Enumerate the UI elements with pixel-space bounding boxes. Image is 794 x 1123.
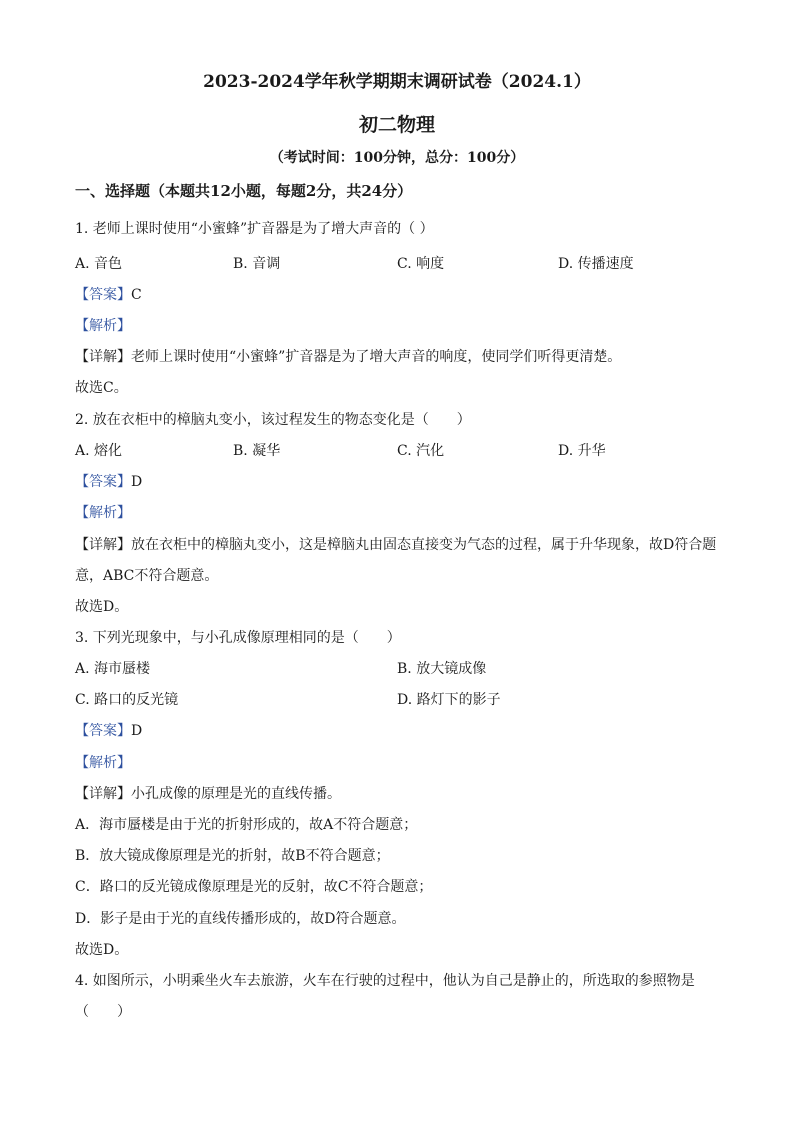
detail-tag: 【详解】 — [75, 786, 131, 802]
subject-title: 初二物理 — [358, 114, 435, 136]
q3-conclusion: 故选D。 — [75, 942, 129, 958]
q2-conclusion: 故选D。 — [75, 599, 129, 615]
q1-option-c: C. 响度 — [397, 256, 445, 272]
q3-answer-value: D — [131, 723, 143, 739]
q2-option-d: D. 升华 — [558, 443, 606, 459]
q1-conclusion: 故选C。 — [75, 380, 128, 396]
q2-detail-text-line2: 意，ABC不符合题意。 — [75, 568, 219, 584]
q1-detail-text: 老师上课时使用“小蜜蜂”扩音器是为了增大声音的响度，使同学们听得更清楚。 — [131, 349, 622, 365]
answer-tag: 【答案】 — [75, 723, 131, 739]
q2-answer — [75, 472, 142, 492]
q1-detail — [75, 347, 621, 367]
q1-stem: 1. 老师上课时使用“小蜜蜂”扩音器是为了增大声音的（ ） — [75, 221, 434, 237]
q2-option-a: A. 熔化 — [75, 443, 123, 459]
q3-detail — [75, 784, 341, 804]
section-heading: 一、选择题（本题共12小题，每题2分，共24分） — [75, 182, 413, 200]
q2-detail-text-line1: 放在衣柜中的樟脑丸变小，这是樟脑丸由固态直接变为气态的过程，属于升华现象，故D符合题 — [131, 537, 717, 553]
q1-analysis-tag: 【解析】 — [75, 318, 131, 334]
detail-tag: 【详解】 — [75, 537, 131, 553]
q2-detail — [75, 535, 716, 555]
exam-info: （考试时间：100分钟，总分：100分） — [269, 150, 525, 166]
q3-option-c: C. 路口的反光镜 — [75, 692, 179, 708]
q3-option-b: B. 放大镜成像 — [397, 661, 487, 677]
q4-bracket: （ ） — [75, 1004, 131, 1020]
q4-stem: 4. 如图所示，小明乘坐火车去旅游，火车在行驶的过程中，他认为自己是静止的，所选取的参照物是 — [75, 973, 695, 989]
answer-tag: 【答案】 — [75, 287, 131, 303]
q1-option-a: A. 音色 — [75, 256, 123, 272]
q3-detail-text: 小孔成像的原理是光的直线传播。 — [131, 786, 341, 802]
q3-explanation-a: A．海市蜃楼是由于光的折射形成的，故A不符合题意； — [75, 817, 418, 833]
q1-option-b: B. 音调 — [233, 256, 281, 272]
q3-explanation-b: B．放大镜成像原理是光的折射，故B不符合题意； — [75, 848, 390, 864]
exam-title: 2023-2024学年秋学期期末调研试卷（2024.1） — [203, 72, 591, 92]
q3-explanation-c: C．路口的反光镜成像原理是光的反射，故C不符合题意； — [75, 879, 433, 895]
q2-stem: 2. 放在衣柜中的樟脑丸变小，该过程发生的物态变化是（ ） — [75, 412, 471, 428]
answer-tag: 【答案】 — [75, 474, 131, 490]
q2-answer-value: D — [131, 474, 143, 490]
q3-answer — [75, 721, 142, 741]
detail-tag: 【详解】 — [75, 349, 131, 365]
q2-analysis-tag: 【解析】 — [75, 505, 131, 521]
q3-option-a: A. 海市蜃楼 — [75, 661, 151, 677]
q1-answer — [75, 285, 142, 305]
q1-answer-value: C — [131, 287, 142, 303]
q2-option-c: C. 汽化 — [397, 443, 445, 459]
q2-option-b: B. 凝华 — [233, 443, 281, 459]
q3-stem: 3. 下列光现象中，与小孔成像原理相同的是（ ） — [75, 630, 401, 646]
q3-option-d: D. 路灯下的影子 — [397, 692, 501, 708]
q3-analysis-tag: 【解析】 — [75, 755, 131, 771]
q3-explanation-d: D．影子是由于光的直线传播形成的，故D符合题意。 — [75, 911, 406, 927]
q1-option-d: D. 传播速度 — [558, 256, 634, 272]
